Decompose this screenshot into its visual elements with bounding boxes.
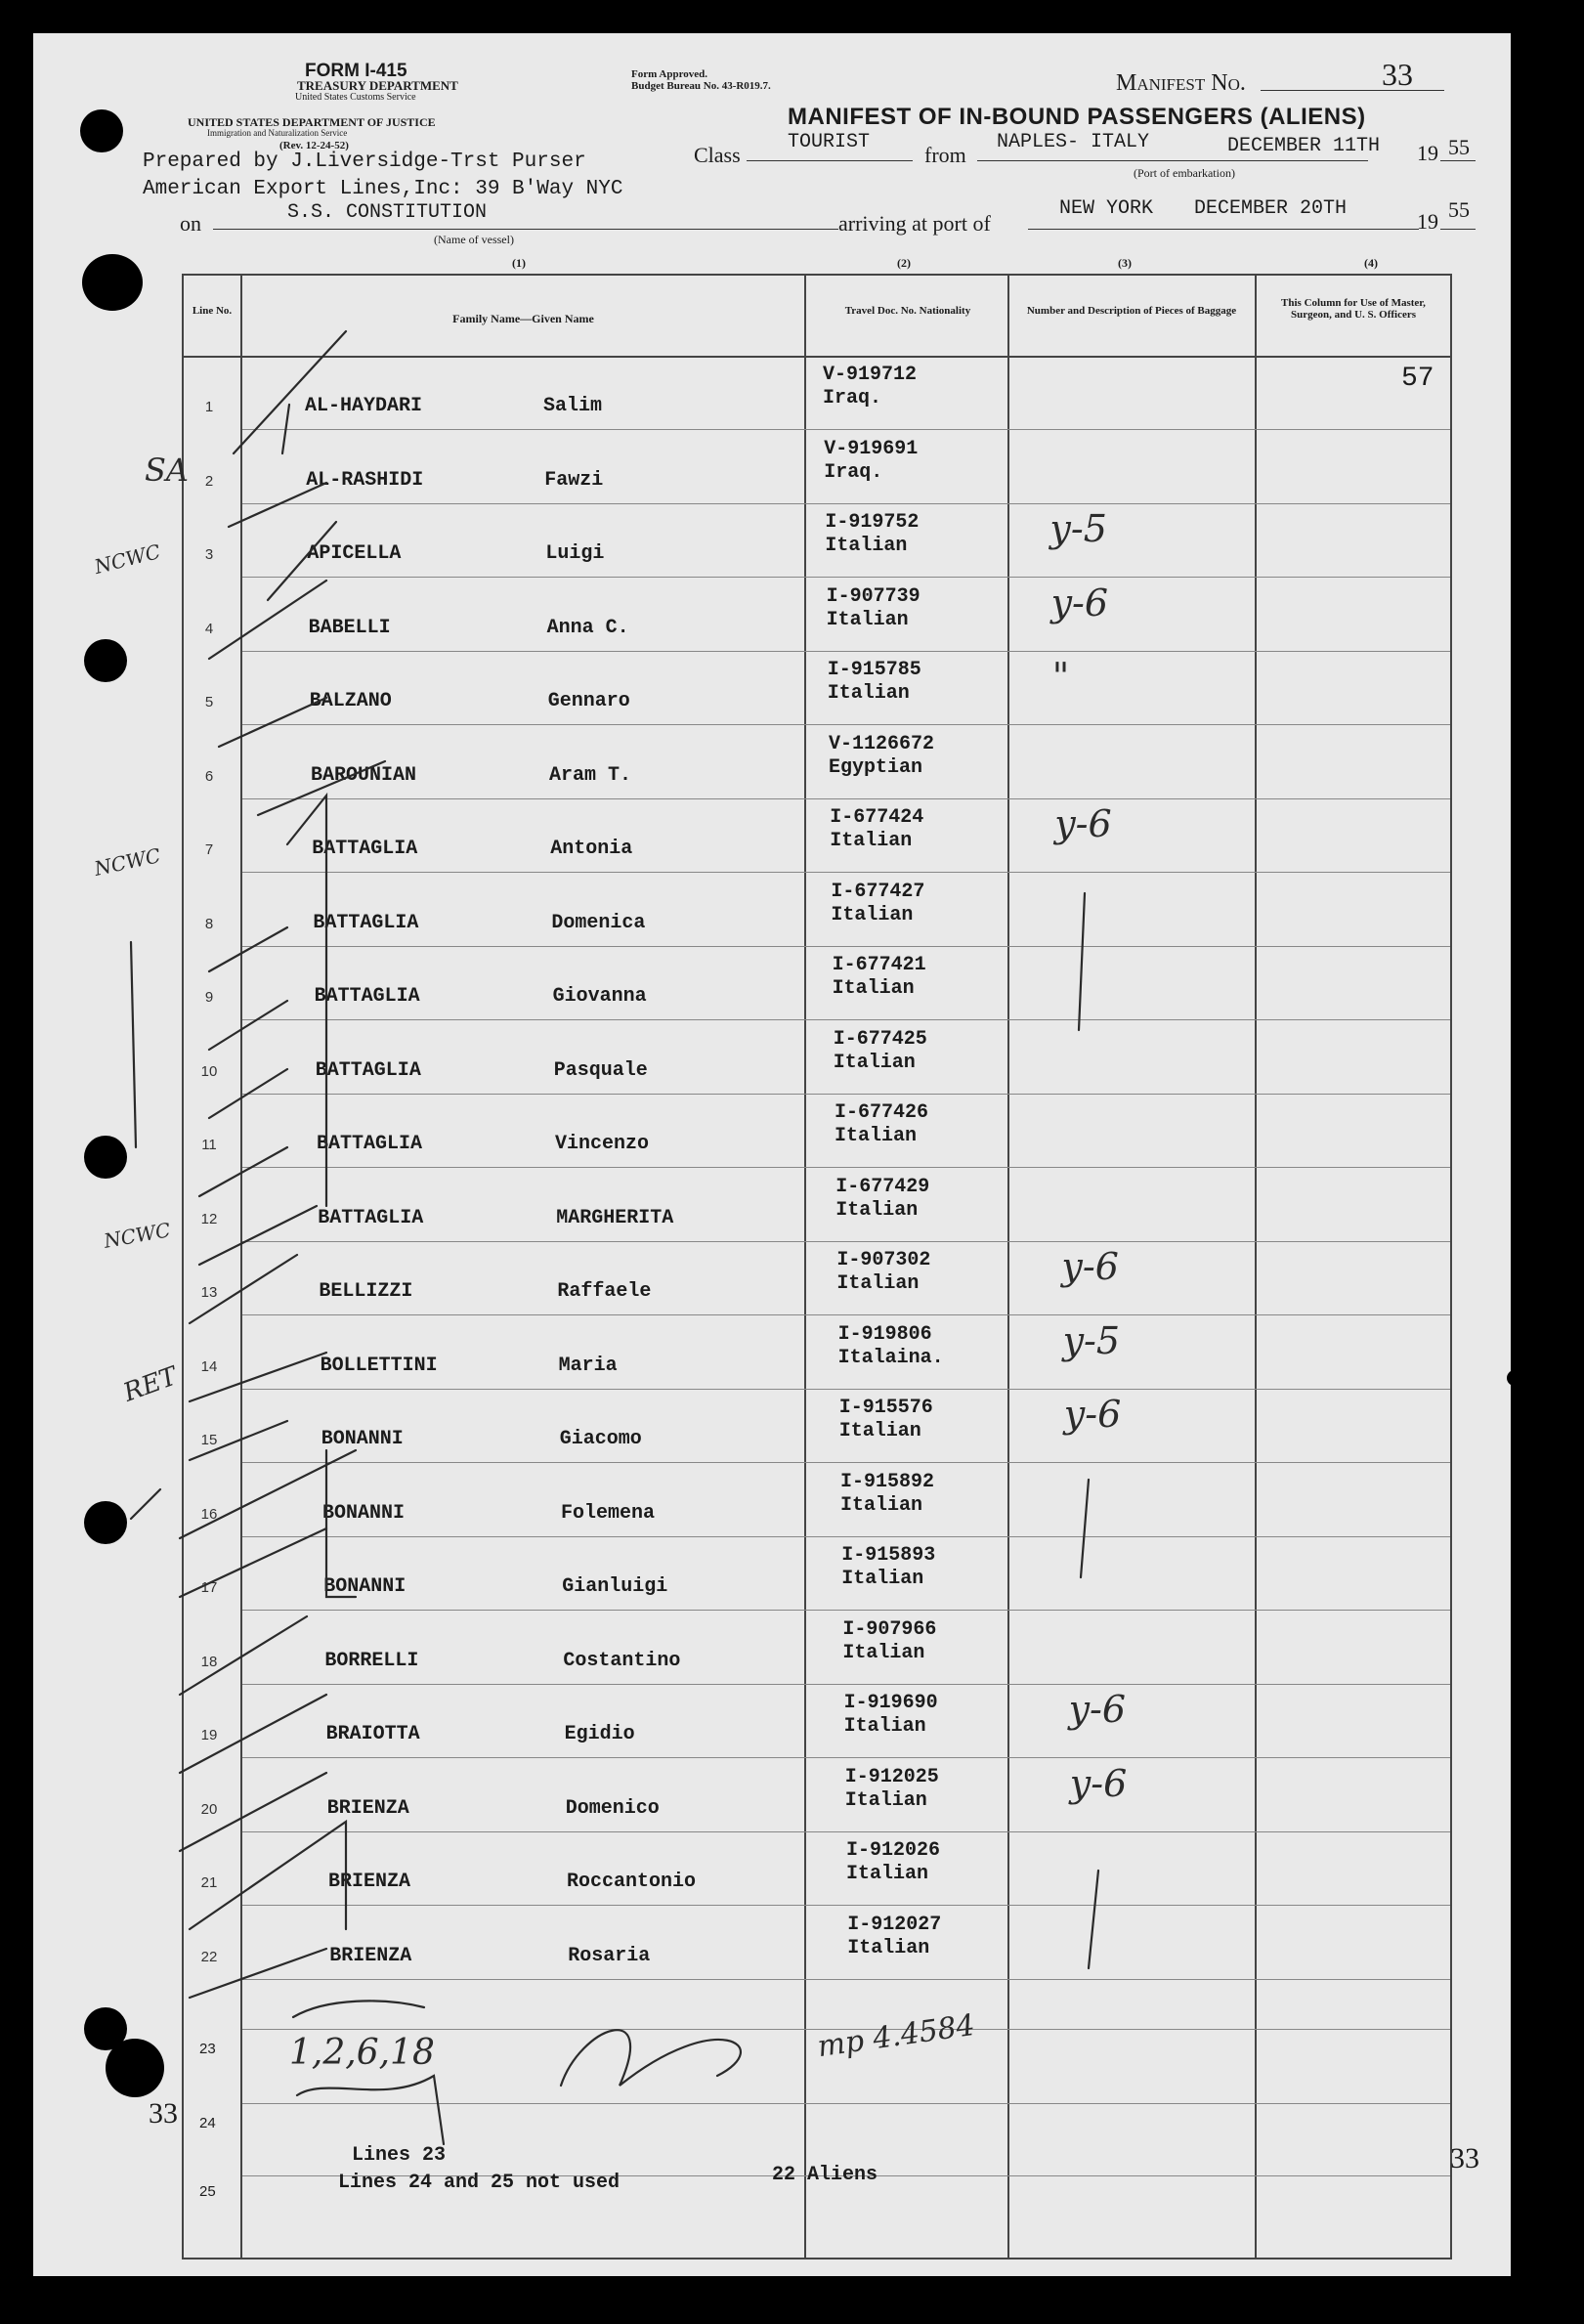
family-name: BATTAGLIA xyxy=(313,911,419,934)
customs-service: United States Customs Service xyxy=(295,92,416,103)
travel-doc-number: I-919752 xyxy=(825,511,920,534)
travel-doc-number: I-907302 xyxy=(836,1249,931,1271)
from-year: 55 xyxy=(1448,135,1470,159)
col-num-3: (3) xyxy=(1118,256,1132,270)
table-row xyxy=(33,1094,1511,1168)
line-number: 9 xyxy=(204,989,214,1006)
company: American Export Lines,Inc: 39 B'Way NYC xyxy=(143,178,623,200)
class-label: Class xyxy=(694,143,741,167)
nationality: Italian xyxy=(827,682,910,705)
line-number: 8 xyxy=(204,915,214,932)
nationality: Italian xyxy=(846,1863,929,1885)
margin-annotation-ncwc: NCWC xyxy=(92,539,163,579)
nationality: Italian xyxy=(826,608,909,631)
travel-doc-number: I-677429 xyxy=(835,1175,930,1198)
punch-hole xyxy=(106,2039,164,2097)
baggage-description: y-6 xyxy=(1063,1393,1122,1436)
family-name: BATTAGLIA xyxy=(312,838,418,860)
nationality: Italian xyxy=(840,1493,923,1517)
travel-doc-number: I-919690 xyxy=(843,1692,938,1714)
family-name: BAROUNIAN xyxy=(311,763,417,787)
line-number: 20 xyxy=(200,1800,218,1818)
line-number: 22 xyxy=(200,1948,218,1965)
table-row xyxy=(33,946,1511,1020)
given-name: Anna C. xyxy=(546,616,629,639)
nationality: Italian xyxy=(842,1641,925,1664)
travel-doc-number: I-907739 xyxy=(826,584,920,608)
given-name: Rosaria xyxy=(568,1944,651,1967)
treasury-dept: TREASURY DEPARTMENT xyxy=(297,78,458,93)
table-row xyxy=(33,356,1511,430)
vessel-caption: (Name of vessel) xyxy=(434,233,514,246)
page-number-left: 33 xyxy=(149,2097,178,2130)
table-row xyxy=(33,1684,1511,1758)
col-num-2: (2) xyxy=(897,256,911,270)
nationality: Italian xyxy=(843,1715,926,1738)
family-name: BELLIZZI xyxy=(319,1280,413,1303)
handwritten-date: mp 4.4584 xyxy=(815,2007,977,2065)
travel-doc-number: I-677421 xyxy=(832,954,926,976)
line-number: 19 xyxy=(200,1727,218,1743)
travel-doc-number: I-677425 xyxy=(833,1027,927,1051)
manifest-label: Manifest No. xyxy=(1116,70,1246,96)
travel-doc-number: I-915893 xyxy=(841,1544,936,1567)
line-number: 14 xyxy=(200,1357,218,1375)
travel-doc-number: I-677427 xyxy=(831,880,925,903)
nationality: Italian xyxy=(830,830,913,852)
line-number: 6 xyxy=(204,767,214,785)
line-number: 2 xyxy=(204,472,214,490)
given-name: Giacomo xyxy=(559,1428,642,1450)
baggage-description: y-6 xyxy=(1054,802,1112,845)
baggage-description: y-6 xyxy=(1069,1761,1128,1805)
given-name: Domenica xyxy=(551,911,646,934)
table-row xyxy=(33,798,1511,873)
col-num-1: (1) xyxy=(512,256,526,270)
family-name: BRIENZA xyxy=(329,1944,412,1967)
nationality: Italian xyxy=(833,1051,916,1074)
table-row xyxy=(33,725,1511,799)
baggage-description: " xyxy=(1051,655,1070,698)
nationality: Italian xyxy=(835,1198,919,1222)
line-number: 12 xyxy=(200,1210,218,1227)
from-date: DECEMBER 11TH xyxy=(1227,135,1381,157)
family-name: BRIENZA xyxy=(328,1871,411,1893)
col-header-name: Family Name—Given Name xyxy=(452,312,594,325)
given-name: Maria xyxy=(558,1354,618,1377)
table-row xyxy=(33,1389,1511,1463)
arriving-label: arriving at port of xyxy=(838,211,991,236)
family-name: BORRELLI xyxy=(324,1649,419,1672)
nationality: Egyptian xyxy=(829,755,923,779)
line-number: 3 xyxy=(204,546,214,563)
form-approved: Form Approved. xyxy=(631,68,708,80)
baggage-description: y-6 xyxy=(1068,1688,1127,1731)
nationality: Italian xyxy=(838,1420,921,1442)
ins-service: Immigration and Naturalization Service xyxy=(207,128,348,138)
table-row xyxy=(33,1315,1511,1390)
family-name: BOLLETTINI xyxy=(320,1354,438,1377)
table-row xyxy=(33,1758,1511,1832)
prepared-by: Prepared by J.Liversidge-Trst Purser xyxy=(143,151,586,173)
handwritten-note: 1,2,6,18 xyxy=(289,2033,435,2073)
given-name: Roccantonio xyxy=(567,1871,697,1893)
travel-doc-number: V-919691 xyxy=(824,437,919,460)
table-row xyxy=(33,578,1511,652)
table-row xyxy=(33,1168,1511,1242)
punch-hole xyxy=(82,254,143,311)
table-row xyxy=(33,1536,1511,1611)
revision: (Rev. 12-24-52) xyxy=(279,140,349,151)
given-name: Vincenzo xyxy=(555,1133,650,1155)
line-number-24: 24 xyxy=(199,2115,216,2131)
table-row xyxy=(33,1241,1511,1315)
baggage-description: y-5 xyxy=(1049,507,1107,550)
travel-doc-number: I-915785 xyxy=(827,659,921,681)
travel-doc-number: I-919806 xyxy=(837,1322,932,1346)
manifest-page xyxy=(33,33,1511,2276)
family-name: BRAIOTTA xyxy=(325,1723,420,1745)
given-name: Aram T. xyxy=(549,763,632,787)
port-embark-caption: (Port of embarkation) xyxy=(1134,166,1235,180)
lines-unused-2: Lines 24 and 25 not used xyxy=(338,2172,621,2194)
line-number: 7 xyxy=(204,841,214,858)
given-name: Antonia xyxy=(550,838,633,860)
nationality: Italian xyxy=(847,1936,930,1959)
family-name: AL-RASHIDI xyxy=(306,468,424,492)
travel-doc-number: I-915576 xyxy=(838,1397,933,1419)
nationality: Italian xyxy=(832,977,915,1000)
family-name: BONANNI xyxy=(323,1575,407,1598)
given-name: Salim xyxy=(543,395,603,417)
family-name: BABELLI xyxy=(308,616,391,639)
table-row xyxy=(33,1463,1511,1537)
nationality: Italian xyxy=(841,1568,924,1590)
punch-hole xyxy=(80,109,123,152)
table-row xyxy=(33,651,1511,725)
table-row xyxy=(33,1831,1511,1906)
margin-annotation-sa: SA xyxy=(145,452,190,489)
family-name: APICELLA xyxy=(307,542,402,565)
margin-annotation-ret: RET xyxy=(119,1361,182,1408)
given-name: Pasquale xyxy=(553,1058,648,1082)
line-number-23: 23 xyxy=(199,2041,216,2057)
family-name: BONANNI xyxy=(321,1428,404,1450)
family-name: BATTAGLIA xyxy=(317,1133,423,1155)
manifest-number: 33 xyxy=(1382,57,1413,92)
form-number: FORM I-415 xyxy=(305,61,407,81)
from-year-prefix: 19 xyxy=(1417,141,1438,165)
family-name: BATTAGLIA xyxy=(315,1058,421,1082)
line-number: 21 xyxy=(200,1874,218,1891)
manifest-title: MANIFEST OF IN-BOUND PASSENGERS (ALIENS) xyxy=(788,104,1366,130)
travel-doc-number: I-912026 xyxy=(846,1839,941,1862)
line-number: 10 xyxy=(200,1062,218,1080)
travel-doc-number: V-1126672 xyxy=(829,732,935,755)
margin-annotation-ncwc: NCWC xyxy=(102,1218,173,1253)
baggage-description: y-6 xyxy=(1061,1245,1119,1288)
margin-annotation-ncwc: NCWC xyxy=(92,843,163,881)
family-name: AL-HAYDARI xyxy=(305,395,423,417)
travel-doc-number: I-912027 xyxy=(847,1913,942,1936)
on-label: on xyxy=(180,211,201,236)
justice-dept: UNITED STATES DEPARTMENT OF JUSTICE xyxy=(188,115,436,129)
line-number: 1 xyxy=(204,399,214,415)
table-row xyxy=(33,503,1511,578)
col-header-doc: Travel Doc. No. Nationality xyxy=(844,305,971,317)
given-name: Luigi xyxy=(545,542,605,565)
line-number: 18 xyxy=(200,1653,218,1670)
travel-doc-number: I-677424 xyxy=(830,806,924,829)
from-port: NAPLES- ITALY xyxy=(997,131,1150,153)
budget-bureau: Budget Bureau No. 43-R019.7. xyxy=(631,80,771,92)
line-number: 15 xyxy=(200,1432,218,1448)
line-number-25: 25 xyxy=(199,2183,216,2200)
from-label: from xyxy=(924,143,966,167)
aliens-count: 22 Aliens xyxy=(772,2164,878,2186)
officer-note: 57 xyxy=(1401,364,1434,394)
arrival-year-prefix: 19 xyxy=(1417,209,1438,234)
given-name: Domenico xyxy=(565,1796,660,1820)
table-row xyxy=(33,1020,1511,1095)
arrival-port: NEW YORK xyxy=(1059,197,1154,220)
travel-doc-number: I-677426 xyxy=(835,1101,929,1124)
nationality: Italian xyxy=(844,1788,927,1812)
line-number: 13 xyxy=(200,1284,218,1301)
given-name: Raffaele xyxy=(557,1280,652,1303)
nationality: Iraq. xyxy=(823,387,882,409)
nationality: Italian xyxy=(825,535,908,557)
baggage-description: y-6 xyxy=(1050,581,1109,624)
vessel-name: S.S. CONSTITUTION xyxy=(287,201,488,224)
nationality: Italian xyxy=(835,1125,918,1147)
nationality: Italian xyxy=(836,1272,920,1295)
given-name: Folemena xyxy=(561,1501,656,1525)
travel-doc-number: I-915892 xyxy=(840,1470,935,1493)
line-number: 4 xyxy=(204,620,214,637)
given-name: MARGHERITA xyxy=(556,1206,674,1229)
col-header-line: Line No. xyxy=(192,305,233,317)
given-name: Fawzi xyxy=(544,468,604,492)
family-name: BATTAGLIA xyxy=(318,1206,424,1229)
travel-doc-number: I-907966 xyxy=(842,1617,937,1641)
line-number: 11 xyxy=(201,1137,217,1153)
table-row xyxy=(33,873,1511,947)
table-row xyxy=(33,1611,1511,1685)
nationality: Italian xyxy=(831,903,914,926)
col-num-4: (4) xyxy=(1364,256,1378,270)
family-name: BRIENZA xyxy=(326,1796,409,1820)
given-name: Giovanna xyxy=(552,985,647,1008)
given-name: Gennaro xyxy=(547,690,630,712)
baggage-description: y-5 xyxy=(1062,1318,1121,1362)
page-number-right: 33 xyxy=(1450,2142,1479,2174)
lines-unused-1: Lines 23 xyxy=(352,2144,447,2167)
table-row xyxy=(33,430,1511,504)
nationality: Italaina. xyxy=(837,1346,944,1369)
class-value: TOURIST xyxy=(788,131,871,153)
arrival-year: 55 xyxy=(1448,197,1470,222)
given-name: Egidio xyxy=(564,1723,635,1745)
given-name: Costantino xyxy=(563,1649,681,1672)
line-number: 17 xyxy=(200,1579,218,1596)
col-header-baggage: Number and Description of Pieces of Baggage xyxy=(1026,305,1237,317)
given-name: Gianluigi xyxy=(562,1575,668,1598)
arrival-date: DECEMBER 20TH xyxy=(1194,197,1348,220)
travel-doc-number: I-912025 xyxy=(844,1765,939,1788)
family-name: BATTAGLIA xyxy=(314,985,420,1008)
line-number: 16 xyxy=(200,1505,218,1523)
nationality: Iraq. xyxy=(824,460,883,484)
family-name: BALZANO xyxy=(309,690,392,712)
family-name: BONANNI xyxy=(322,1501,406,1525)
table-row xyxy=(33,1906,1511,1980)
line-number: 5 xyxy=(204,694,214,710)
travel-doc-number: V-919712 xyxy=(823,364,918,386)
col-header-officers: This Column for Use of Master, Surgeon, and U. S. Officers xyxy=(1281,297,1426,321)
